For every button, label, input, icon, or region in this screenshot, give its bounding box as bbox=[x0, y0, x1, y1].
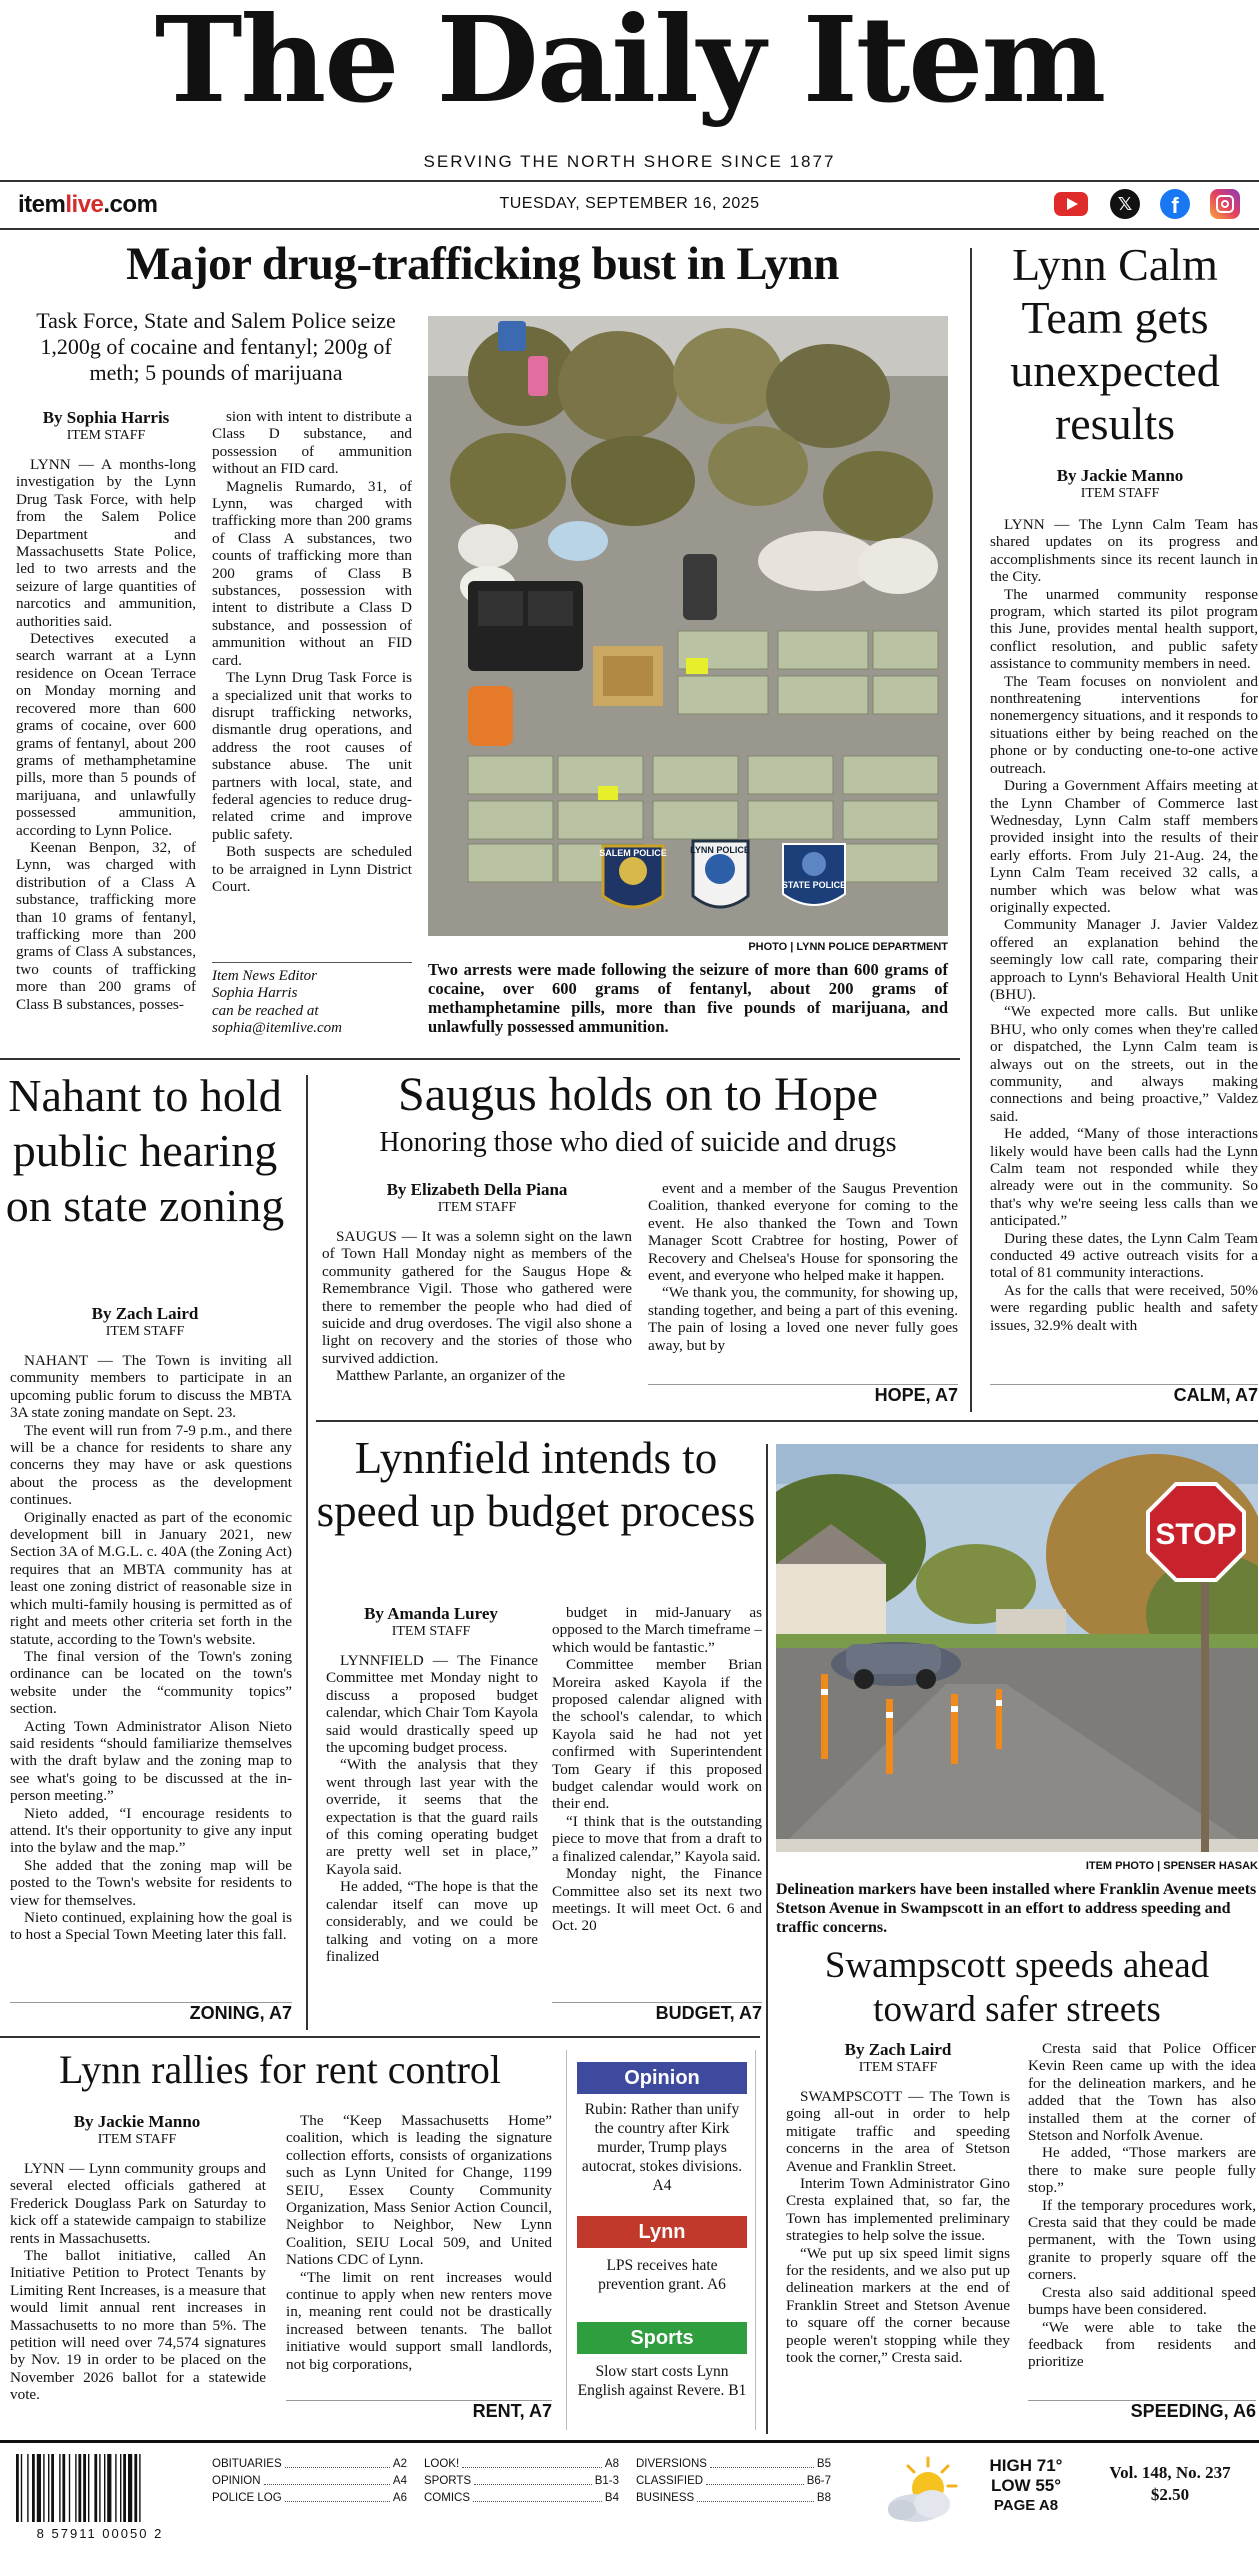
teaser-panel bbox=[566, 2050, 756, 2430]
lead-photo bbox=[428, 316, 948, 936]
paragraph: Matthew Parlante, an organizer of the bbox=[336, 1367, 566, 1385]
rent-column-1 bbox=[10, 2160, 266, 2424]
teaser-text-opinion[interactable]: Rubin: Rather than unify the country after Kirk murder, Trump plays autocrat, stokes divisions. A4 bbox=[581, 2101, 743, 2194]
weather-low: LOW 55° bbox=[990, 2476, 1062, 2495]
index-row[interactable] bbox=[424, 2456, 619, 2473]
calm-headline: Lynn Calm Team gets unexpected results bbox=[1010, 239, 1220, 449]
index-page: B4 bbox=[604, 2492, 619, 2504]
barcode-bar bbox=[104, 2454, 105, 2522]
price: $2.50 bbox=[1150, 2485, 1190, 2504]
lynnfield-jump[interactable]: BUDGET, A7 bbox=[552, 2002, 762, 2024]
calm-byline-block bbox=[990, 466, 1250, 508]
paragraph: LYNN — Lynn community groups and several elected officials gathered at Frederick Douglass Park on Saturday to kick off a statewide campaign to stabilize rents in Massachusetts. bbox=[10, 2160, 266, 2247]
barcode bbox=[10, 2452, 190, 2552]
paragraph: Acting Town Administrator Alison Nieto said residents “should familiarize themselves with the draft bylaw and the zoning map to see what's going to be discussed at the in-person meeting.” bbox=[10, 1717, 292, 1805]
staff-label: ITEM STAFF bbox=[66, 428, 146, 443]
index-page: A6 bbox=[392, 2492, 407, 2504]
barcode-bar bbox=[99, 2454, 100, 2522]
index-section: BUSINESS bbox=[636, 2492, 695, 2504]
index-page: B6-7 bbox=[806, 2475, 831, 2487]
paragraph: She added that the zoning map will be posted to the Town's website for residents to view for themselves. bbox=[10, 1856, 292, 1909]
lynnfield-headline: Lynnfield intends to speed up budget process bbox=[316, 1433, 756, 1536]
calm-column bbox=[990, 516, 1258, 1382]
index-section: OPINION bbox=[212, 2475, 261, 2487]
paragraph: SAUGUS — It was a solemn sight on the lawn of Town Hall Monday night as members of the community gathered for the Saugus Hope & Remembrance Vigil. Those who gathered were there to remember the people who had died of suicide and drug overdoses. The vigil also shone a light on recovery and the stories of those who survived addiction. bbox=[322, 1228, 632, 1367]
paragraph: He added, “Those markers are there to make sure people fully stop.” bbox=[1028, 2144, 1256, 2197]
paragraph: LYNNFIELD — The Finance Committee met Monday night to discuss a proposed budget calendar, which Chair Tom Kayola said would drastically speed up the upcoming budget process. bbox=[326, 1652, 538, 1757]
paragraph: Interim Town Administrator Gino Cresta explained that, so far, the Town has implemented preliminary strategies to help solve the issue. bbox=[786, 2175, 1010, 2245]
paragraph: Nieto added, “I encourage residents to attend. It's their opportunity to give any input into the bylaw and the map.” bbox=[10, 1804, 292, 1857]
swampscott-byline-block bbox=[786, 2040, 1010, 2082]
paragraph: The Team focuses on nonviolent and nonthreatening interventions for nonemergency situations, and it responds to situations either by being reached on the phone or by conducting one-to-one active outreach. bbox=[990, 672, 1258, 777]
staff-label: ITEM STAFF bbox=[858, 2060, 938, 2075]
nahant-jump[interactable]: ZONING, A7 bbox=[10, 2002, 292, 2024]
paragraph: “The limit on rent increases would continue to apply when new renters move in, meaning rent could not be drastically increased between tenants. The ballot initiative would support small landlords, not big corporations, bbox=[286, 2268, 552, 2373]
saugus-subhead: Honoring those who died of suicide and drugs bbox=[379, 1127, 897, 1158]
index-section: DIVERSIONS bbox=[636, 2458, 707, 2470]
index-row[interactable] bbox=[212, 2490, 407, 2507]
paragraph: Nieto continued, explaining how the goal is to host a Special Town Meeting later this fall. bbox=[10, 1909, 292, 1944]
barcode-bar bbox=[139, 2454, 140, 2522]
index-page: A2 bbox=[392, 2458, 407, 2470]
byline: By Jackie Manno bbox=[1056, 466, 1184, 485]
saugus-column-2 bbox=[648, 1180, 958, 1390]
barcode-bar bbox=[21, 2454, 22, 2522]
index-section: POLICE LOG bbox=[212, 2492, 282, 2504]
teaser-label-opinion[interactable]: Opinion bbox=[577, 2062, 747, 2094]
issue-info bbox=[1090, 2462, 1250, 2506]
photo-credit: PHOTO | LYNN POLICE DEPARTMENT bbox=[748, 941, 948, 953]
barcode-bar bbox=[51, 2454, 54, 2522]
paragraph: budget in mid-January as opposed to the March timeframe – which would be fantastic.” bbox=[552, 1604, 762, 1656]
paragraph: event and a member of the Saugus Prevention Coalition, thanked everyone for coming to the event. He also thanked the Town and Town Manager Scott Crabtree for hosting, Power of Recovery and Chelsea's House for sponsoring the event, and everyone who helped make it happen. bbox=[648, 1180, 958, 1285]
lynnfield-byline-block bbox=[326, 1604, 536, 1646]
barcode-bar bbox=[107, 2454, 111, 2522]
barcode-bar bbox=[78, 2454, 81, 2522]
paragraph: Detectives executed a search warrant at a Lynn residence on Ocean Terrace on Monday morning and recovered more than 600 grams of cocaine, over 600 grams of fentanyl, about 200 grams of methamphetamine pills, more than 5 pounds of marijuana, and unlawfully possessed ammunition, according to Lynn Police. bbox=[16, 630, 196, 839]
weather-page: PAGE A8 bbox=[993, 2497, 1059, 2514]
facebook-icon[interactable]: f bbox=[1160, 189, 1190, 219]
paragraph: Community Manager J. Javier Valdez offered an explanation behind the seemingly low call rate, comparing their approach to Lynn's Behavioral Health Unit (BHU). bbox=[990, 916, 1258, 1003]
staff-label: ITEM STAFF bbox=[105, 1324, 185, 1339]
staff-label: ITEM STAFF bbox=[437, 1200, 517, 1215]
paragraph: Both suspects are scheduled to be arraigned in Lynn District Court. bbox=[212, 843, 412, 895]
swampscott-column-1 bbox=[786, 2088, 1010, 2428]
barcode-bar bbox=[43, 2454, 44, 2522]
paragraph: sion with intent to distribute a Class D substance, and possession of ammunition without an FID card. bbox=[212, 408, 412, 478]
paragraph: The Lynn Drug Task Force is a specialized unit that works to disrupt trafficking networks, dismantle drug operations, and address the root causes of substance abuse. The unit partners with local, state, and federal agencies to reduce drug-related crime and improve public safety. bbox=[212, 669, 412, 843]
index-page: B5 bbox=[816, 2458, 831, 2470]
teaser-text-sports[interactable]: Slow start costs Lynn English against Revere. B1 bbox=[577, 2363, 747, 2399]
paragraph: Monday night, the Finance Committee also set its next two meetings. It will meet Oct. 6 and Oct. 20 bbox=[552, 1865, 762, 1935]
paragraph: He added, “The hope is that the calendar itself can move up considerably, and we could be talking and voting on a more finalized bbox=[326, 1878, 538, 1965]
barcode-bar bbox=[16, 2454, 19, 2522]
paragraph: “We expected more calls. But unlike BHU, who only comes when they're called or dispatched, the Lynn Calm team is always out on the streets, out in the community, and always making connections and being proactive,” Valdez said. bbox=[990, 1003, 1258, 1125]
tagline-line: can be reached at bbox=[212, 1002, 319, 1019]
saugus-headline: Saugus holds on to Hope bbox=[398, 1068, 878, 1121]
index-row[interactable] bbox=[636, 2473, 831, 2490]
masthead-tagline: SERVING THE NORTH SHORE SINCE 1877 bbox=[423, 152, 836, 171]
barcode-icon bbox=[10, 2452, 190, 2524]
index-row[interactable] bbox=[424, 2473, 619, 2490]
paragraph: “We put up six speed limit signs for the residents, and we also put up delineation markers at the end of Franklin Street and Stetson Avenue to square off the corner because people weren't stopping while they took the corner,” Cresta said. bbox=[786, 2244, 1010, 2367]
byline: By Zach Laird bbox=[91, 1304, 199, 1323]
paragraph: During a Government Affairs meeting at the Lynn Chamber of Commerce last Wednesday, Lynn Calm staff members provided insight into the results of their early efforts. From July 21-Aug. 24, the Lynn Calm Team received 32 calls, a number which was below what was originally expected. bbox=[990, 777, 1258, 916]
nahant-byline-block bbox=[10, 1304, 280, 1346]
weather-icon bbox=[876, 2452, 972, 2532]
paragraph: Cresta also said additional speed bumps have been considered. bbox=[1028, 2283, 1256, 2319]
byline: By Amanda Lurey bbox=[364, 1604, 498, 1623]
paragraph: The event will run from 7-9 p.m., and there will be a chance for residents to share any concerns they may have or ask questions about the process as the development continues. bbox=[10, 1421, 292, 1509]
youtube-icon[interactable] bbox=[1054, 192, 1088, 216]
paragraph: SWAMPSCOTT — The Town is going all-out in order to help mitigate traffic and speeding concerns in the area of Stetson Avenue and Franklin Street. bbox=[786, 2088, 1010, 2175]
index-row[interactable] bbox=[212, 2473, 407, 2490]
barcode-bar bbox=[48, 2454, 49, 2522]
paragraph: Magnelis Rumardo, 31, of Lynn, was charged with trafficking more than 200 grams of Class A substances, two counts of trafficking more than 200 grams of Class B substances, possession with intent to distribute a Class D substance, and possession of ammunition without an FID card. bbox=[212, 477, 412, 669]
index-row[interactable] bbox=[636, 2490, 831, 2507]
calm-jump[interactable]: CALM, A7 bbox=[990, 1384, 1258, 1406]
index-col-2 bbox=[424, 2456, 619, 2507]
tagline-line: Item News Editor bbox=[212, 968, 317, 984]
photo-credit: ITEM PHOTO | SPENSER HASAK bbox=[1085, 1860, 1258, 1872]
lead-author-tagline bbox=[212, 968, 412, 1038]
paragraph: During these dates, the Lynn Calm Team conducted 49 active outreach visits for a total of 81 community interactions. bbox=[990, 1229, 1258, 1282]
tagline-line: Sophia Harris bbox=[212, 985, 298, 1002]
index-row[interactable] bbox=[424, 2490, 619, 2507]
barcode-bar bbox=[37, 2454, 41, 2522]
drug-seizure-illustration bbox=[428, 316, 948, 936]
index-col-1 bbox=[212, 2456, 407, 2507]
weather-high: HIGH 71° bbox=[989, 2456, 1063, 2475]
rent-jump[interactable]: RENT, A7 bbox=[286, 2400, 552, 2422]
partly-sunny-icon bbox=[876, 2452, 972, 2532]
lead-column-1 bbox=[16, 456, 196, 1046]
swampscott-column-2 bbox=[1028, 2040, 1256, 2398]
lynnfield-column-2 bbox=[552, 1604, 762, 1998]
byline: By Jackie Manno bbox=[73, 2112, 201, 2131]
brand-item: item bbox=[18, 191, 66, 218]
index-section: OBITUARIES bbox=[212, 2458, 282, 2470]
swampscott-photo bbox=[776, 1444, 1258, 1852]
swampscott-headline: Swampscott speeds ahead toward safer streets bbox=[824, 1945, 1210, 2030]
paragraph: The unarmed community response program, which started its pilot program this June, provides mental health support, conflict resolution, and public safety assistance to community members in need. bbox=[990, 585, 1258, 673]
barcode-bar bbox=[69, 2454, 70, 2522]
saugus-jump[interactable]: HOPE, A7 bbox=[648, 1384, 958, 1406]
paragraph: “With the analysis that they went through last year with the override, it seems that the expectation is that the guard rails of this coming operating budget are pretty well set in place,” Kayola said. bbox=[326, 1756, 538, 1878]
paragraph: He added, “Many of those interactions likely would have been calls had the Lynn Calm team not responded while they already were out in the community. So that's why we're seeing less calls than we anticipated.” bbox=[990, 1125, 1258, 1230]
paragraph: “I think that is the outstanding piece to move that from a draft to a finalized calendar,” Kayola said. bbox=[552, 1812, 762, 1865]
paragraph: “We were able to take the feedback from residents and prioritize bbox=[1028, 2318, 1256, 2371]
lead-caption: Two arrests were made following the seizure of more than 600 grams of cocaine, over 600 grams of fentanyl, about 200 grams of methamphetamine pills, more than five pounds of marijuana, and unlawfully possessed ammunition. bbox=[428, 960, 948, 1036]
weather-block bbox=[976, 2456, 1076, 2516]
lynnfield-column-1 bbox=[326, 1652, 538, 2022]
paragraph: Keenan Benpon, 32, of Lynn, was charged with distribution of a Class A substance, trafficking more than 10 grams of fentanyl, trafficking more than 200 grams of Class A substances, two counts of trafficking more than 200 grams of Class B substances, posses- bbox=[16, 838, 196, 1013]
teaser-label-sports[interactable]: Sports bbox=[577, 2322, 747, 2354]
index-section: COMICS bbox=[424, 2492, 470, 2504]
rent-headline: Lynn rallies for rent control bbox=[58, 2047, 502, 2092]
lead-byline-block bbox=[16, 408, 196, 456]
paragraph: LYNN — The Lynn Calm Team has shared updates on its progress and accomplishments since its recent launch in the City. bbox=[990, 516, 1258, 586]
instagram-icon[interactable] bbox=[1210, 189, 1240, 219]
nahant-column bbox=[10, 1352, 292, 1992]
barcode-bar bbox=[83, 2454, 86, 2522]
barcode-bar bbox=[27, 2454, 28, 2522]
saugus-byline-block bbox=[322, 1180, 632, 1222]
paragraph: LYNN — A months-long investigation by the Lynn Drug Task Force, with help from the Salem Police Department and Massachusetts State Police, led to two arrests and the seizure of large quantities of narcotics and ammunition, authorities said. bbox=[16, 456, 196, 630]
byline: By Zach Laird bbox=[844, 2040, 952, 2059]
barcode-bar bbox=[59, 2454, 60, 2522]
street-scene-illustration bbox=[776, 1444, 1258, 1852]
lead-tagline-rule bbox=[212, 962, 412, 963]
barcode-bar bbox=[62, 2454, 65, 2522]
stop-sign-text: STOP bbox=[1155, 1518, 1237, 1551]
issue-date: TUESDAY, SEPTEMBER 16, 2025 bbox=[499, 195, 760, 212]
rent-byline-block bbox=[10, 2112, 264, 2154]
patch-label: LYNN POLICE bbox=[690, 845, 750, 855]
tagline-line: sophia@itemlive.com bbox=[212, 1020, 343, 1037]
staff-label: ITEM STAFF bbox=[97, 2132, 177, 2147]
paragraph: The “Keep Massachusetts Home” coalition, which is leading the signature collection efforts, consists of organizations such as Lynn United for Change, 1199 SEIU, Essex County Community Organization, Mass Senior Action Council, Neighbor to Neighbor, New Lynn Coalition, SEIU Local 509, and United Nations CDC of Lynn. bbox=[286, 2112, 552, 2269]
x-icon[interactable]: 𝕏 bbox=[1110, 189, 1140, 219]
paragraph: “We thank you, the community, for showing up, standing together, and being a part of this evening. The pain of losing a loved one never fully goes away, but by bbox=[648, 1284, 958, 1354]
lead-subhead: Task Force, State and Salem Police seize 1,200g of cocaine and fentanyl; 200g of meth; 5 pounds of marijuana bbox=[36, 308, 396, 385]
barcode-bar bbox=[128, 2454, 132, 2522]
brand-live: live bbox=[65, 191, 104, 218]
lead-column-2 bbox=[212, 408, 412, 956]
paragraph: Committee member Brian Moreira asked Kayola if the proposed calendar aligned with the school's calendar, to which Kayola said he had not yet confirmed with Superintendent Tom Geary if this proposed budget calendar would work on their end. bbox=[552, 1656, 762, 1813]
patch-label: STATE POLICE bbox=[781, 880, 847, 890]
saugus-column-1 bbox=[322, 1228, 632, 1404]
rent-column-2 bbox=[286, 2112, 552, 2398]
byline: By Elizabeth Della Piana bbox=[386, 1180, 568, 1199]
masthead bbox=[0, 0, 1259, 180]
index-page: B1-3 bbox=[594, 2475, 619, 2487]
index-page: A8 bbox=[604, 2458, 619, 2470]
index-row[interactable] bbox=[636, 2456, 831, 2473]
index-section: LOOK! bbox=[424, 2458, 460, 2470]
teaser-label-lynn[interactable]: Lynn bbox=[577, 2216, 747, 2248]
staff-label: ITEM STAFF bbox=[391, 1624, 471, 1639]
barcode-bar bbox=[134, 2454, 137, 2522]
byline: By Sophia Harris bbox=[42, 408, 170, 427]
paragraph: If the temporary procedures work, Cresta said that they could be made permanent, with the Town using granite to properly square off the corners. bbox=[1028, 2196, 1256, 2284]
lead-headline: Major drug-trafficking bust in Lynn bbox=[126, 238, 839, 290]
barcode-bar bbox=[123, 2454, 126, 2522]
barcode-bar bbox=[115, 2454, 116, 2522]
swampscott-jump[interactable]: SPEEDING, A6 bbox=[1028, 2400, 1256, 2422]
barcode-bar bbox=[94, 2454, 97, 2522]
barcode-bar bbox=[32, 2454, 35, 2522]
paragraph: Originally enacted as part of the economic development bill in January 2021, new Section 3A of M.G.L. c. 40A (the Zoning Act) requires that an MBTA community has at least one zoning district of reasonable size in which multi-family housing is permitted as of right and meets other criteria set forth in the statute, according to the Town's website. bbox=[10, 1508, 292, 1648]
index-page: B8 bbox=[816, 2492, 831, 2504]
teaser-text-lynn[interactable]: LPS receives hate prevention grant. A6 bbox=[598, 2257, 726, 2293]
barcode-bar bbox=[75, 2454, 76, 2522]
brand-com: .com bbox=[103, 191, 158, 218]
index-row[interactable] bbox=[212, 2456, 407, 2473]
index-section: SPORTS bbox=[424, 2475, 472, 2487]
nahant-headline: Nahant to hold public hearing on state zoning bbox=[5, 1070, 285, 1231]
patch-label: SALEM POLICE bbox=[599, 848, 667, 858]
barcode-bar bbox=[88, 2454, 89, 2522]
swampscott-caption: Delineation markers have been installed where Franklin Avenue meets Stetson Avenue in Swampscott in an effort to address speeding and traffic concerns. bbox=[776, 1881, 1257, 1936]
paragraph: Cresta said that Police Officer Kevin Reen came up with the idea for the delineation markers, and he added that the Town has also installed them at the corner of Stetson and Norfolk Avenue. bbox=[1028, 2040, 1256, 2145]
paragraph: The ballot initiative, called An Initiative Petition to Protect Tenants by Limiting Rent Increases, is a measure that would limit annual rent increases in Massachusetts to no more than 5%. The petition will need over 74,574 signatures by Nov. 19 in order to be placed on the November 2026 ballot for a statewide vote. bbox=[10, 2247, 266, 2404]
paragraph: The final version of the Town's zoning ordinance can be located on the town's website under the “community topics” section. bbox=[10, 1647, 292, 1718]
paragraph: NAHANT — The Town is inviting all community members to participate in an upcoming public forum to discuss the MBTA 3A state zoning mandate on Sept. 23. bbox=[10, 1352, 292, 1422]
barcode-digits: 8 57911 00050 2 bbox=[36, 2526, 164, 2541]
index-section: CLASSIFIED bbox=[636, 2475, 704, 2487]
barcode-bar bbox=[120, 2454, 121, 2522]
masthead-title: The Daily Item bbox=[154, 0, 1105, 129]
paragraph: As for the calls that were received, 50% were regarding public health and safety issues, 32.9% dealt with bbox=[990, 1281, 1258, 1334]
volume-number: Vol. 148, No. 237 bbox=[1109, 2463, 1231, 2482]
index-col-3 bbox=[636, 2456, 831, 2507]
index-page: A4 bbox=[392, 2475, 407, 2487]
site-bar bbox=[0, 182, 1259, 226]
staff-label: ITEM STAFF bbox=[1080, 486, 1160, 501]
